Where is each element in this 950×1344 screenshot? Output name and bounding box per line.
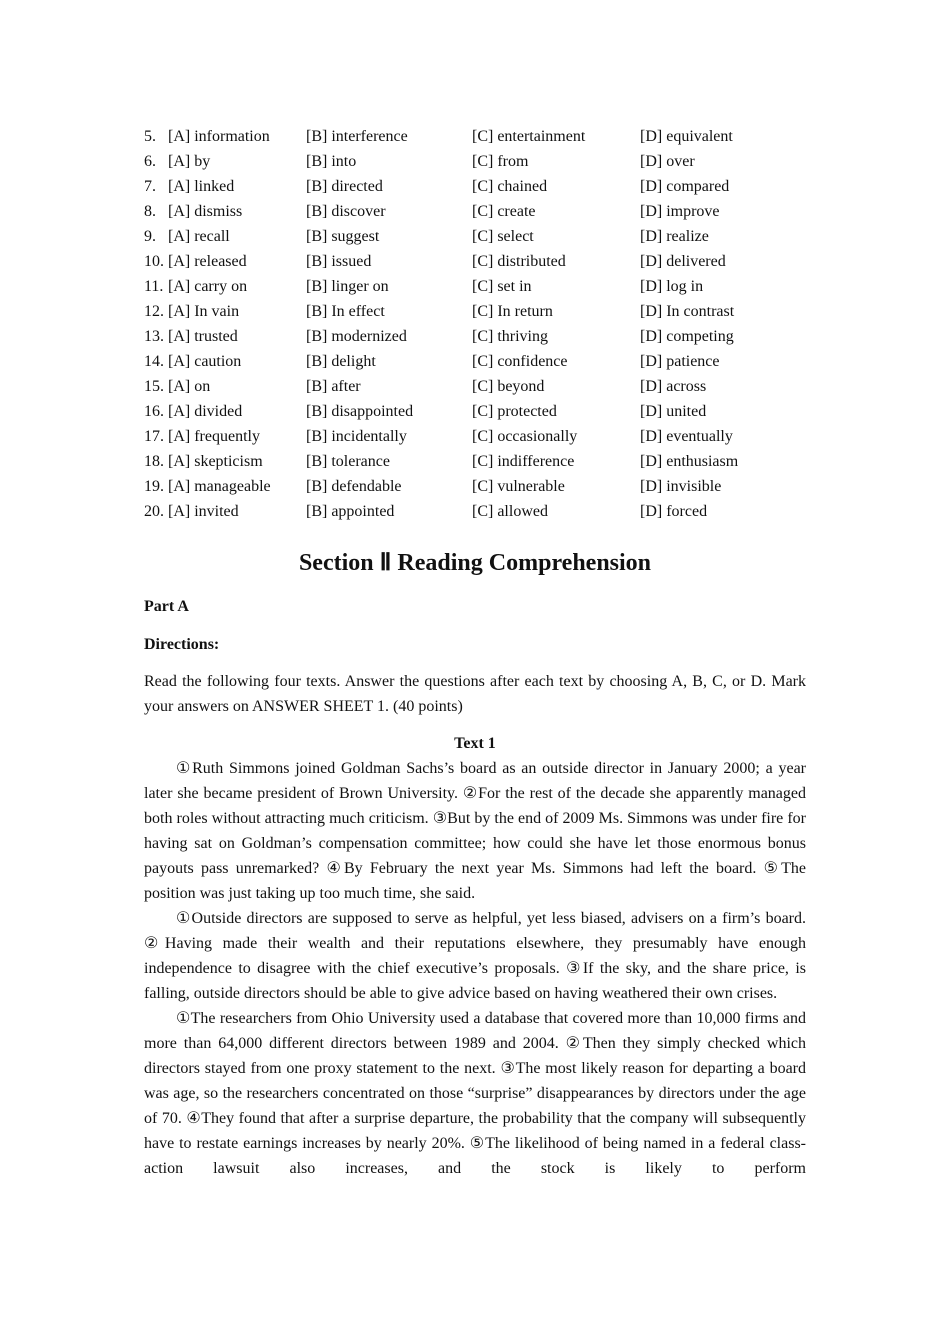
option-c: [C] allowed [472,503,548,520]
options-table [144,124,806,524]
option-a: [A] divided [168,403,243,420]
option-c: [C] In return [472,303,553,320]
option-row [144,199,806,224]
option-b: [B] appointed [306,503,395,520]
option-d: [D] invisible [640,478,722,495]
option-d: [D] over [640,153,695,170]
option-d: [D] across [640,378,707,395]
question-number: 16. [144,403,164,420]
option-c: [C] from [472,153,529,170]
option-c: [C] protected [472,403,557,420]
option-a: [A] on [168,378,211,395]
option-c: [C] create [472,203,536,220]
option-row [144,449,806,474]
option-a: [A] released [168,253,247,270]
question-number: 7. [144,178,156,195]
option-a: [A] recall [168,228,230,245]
question-number: 13. [144,328,164,345]
option-row [144,174,806,199]
option-c: [C] thriving [472,328,548,345]
option-b: [B] In effect [306,303,385,320]
option-d: [D] improve [640,203,720,220]
paragraph: ①The researchers from Ohio University used a database that covered more than 10,000 firms and more than 64,000 different directors between 1989 and 2004. ②Then they simply checked which directors stayed from one proxy statement to the next. ③The most likely reason for departing a board was age, so the researchers concentrated on those “surprise” disappearances by directors under the age of 70. ④They found that after a surprise departure, the probability that the company will subsequently have to restate earnings increases by nearly 20%. ⑤The likelihood of being named in a federal class-action lawsuit also increases, and the stock is likely to perform [144,1010,806,1177]
option-d: [D] forced [640,503,708,520]
option-c: [C] select [472,228,534,245]
option-b: [B] into [306,153,357,170]
option-b: [B] directed [306,178,383,195]
option-a: [A] caution [168,353,242,370]
option-d: [D] compared [640,178,730,195]
option-b: [B] interference [306,128,408,145]
option-a: [A] trusted [168,328,238,345]
option-row [144,324,806,349]
option-d: [D] united [640,403,707,420]
option-d: [D] In contrast [640,303,735,320]
option-d: [D] eventually [640,428,733,445]
option-a: [A] skepticism [168,453,263,470]
option-row [144,349,806,374]
option-row [144,499,806,524]
option-b: [B] suggest [306,228,380,245]
option-row [144,249,806,274]
question-number: 9. [144,228,156,245]
option-d: [D] delivered [640,253,726,270]
option-a: [A] linked [168,178,235,195]
document-page [144,124,806,1181]
option-a: [A] information [168,128,270,145]
option-a: [A] by [168,153,211,170]
option-c: [C] chained [472,178,548,195]
option-b: [B] linger on [306,278,389,295]
option-b: [B] tolerance [306,453,390,470]
option-c: [C] entertainment [472,128,586,145]
option-row [144,149,806,174]
question-number: 15. [144,378,164,395]
option-a: [A] frequently [168,428,260,445]
option-d: [D] enthusiasm [640,453,739,470]
option-row [144,299,806,324]
question-number: 8. [144,203,156,220]
option-a: [A] manageable [168,478,271,495]
option-d: [D] patience [640,353,720,370]
question-number: 18. [144,453,164,470]
option-b: [B] discover [306,203,386,220]
option-row [144,224,806,249]
option-b: [B] delight [306,353,376,370]
option-a: [A] carry on [168,278,248,295]
paragraph: ①Outside directors are supposed to serve as helpful, yet less biased, advisers on a firm’s board. ②Having made their wealth and their reputations elsewhere, they presumably have enough independence to disagree with the chief executive’s proposals. ③If the sky, and the share price, is falling, outside directors should be able to give advice based on having weathered their own crises. [144,910,806,1002]
option-row [144,374,806,399]
question-number: 6. [144,153,156,170]
option-c: [C] vulnerable [472,478,565,495]
option-a: [A] dismiss [168,203,243,220]
option-c: [C] occasionally [472,428,578,445]
option-c: [C] beyond [472,378,545,395]
option-row [144,474,806,499]
option-a: [A] In vain [168,303,240,320]
option-c: [C] set in [472,278,532,295]
directions-text: Read the following four texts. Answer the questions after each text by choosing A, B, C, or D. Mark your answers on ANSWER SHEET 1. (40 points) [144,673,806,715]
question-number: 17. [144,428,164,445]
directions-label: Directions: [144,636,220,653]
option-c: [C] indifference [472,453,575,470]
option-row [144,399,806,424]
paragraph: ①Ruth Simmons joined Goldman Sachs’s board as an outside director in January 2000; a year later she became president of Brown University. ②For the rest of the decade she apparently managed both roles without attracting much criticism. ③But by the end of 2009 Ms. Simmons was under fire for having sat on Goldman’s compensation committee; how could she have let those enormous bonus payouts pass unremarked? ④By February the next year Ms. Simmons had left the board. ⑤The position was just taking up too much time, she said. [144,760,806,902]
section-title: Section Ⅱ Reading Comprehension [298,550,652,576]
option-b: [B] after [306,378,361,395]
question-number: 14. [144,353,164,370]
question-number: 12. [144,303,164,320]
option-d: [D] equivalent [640,128,733,145]
part-heading: Part A [144,598,189,615]
option-b: [B] disappointed [306,403,414,420]
option-b: [B] defendable [306,478,402,495]
option-row [144,274,806,299]
option-c: [C] confidence [472,353,568,370]
option-c: [C] distributed [472,253,566,270]
option-b: [B] issued [306,253,372,270]
option-d: [D] log in [640,278,704,295]
option-b: [B] incidentally [306,428,407,445]
question-number: 5. [144,128,156,145]
text-title: Text 1 [454,735,496,752]
option-d: [D] realize [640,228,709,245]
option-row [144,424,806,449]
option-b: [B] modernized [306,328,407,345]
question-number: 10. [144,253,164,270]
question-number: 11. [144,278,164,295]
option-d: [D] competing [640,328,734,345]
question-number: 19. [144,478,164,495]
question-number: 20. [144,503,164,520]
option-a: [A] invited [168,503,239,520]
option-row [144,124,806,149]
